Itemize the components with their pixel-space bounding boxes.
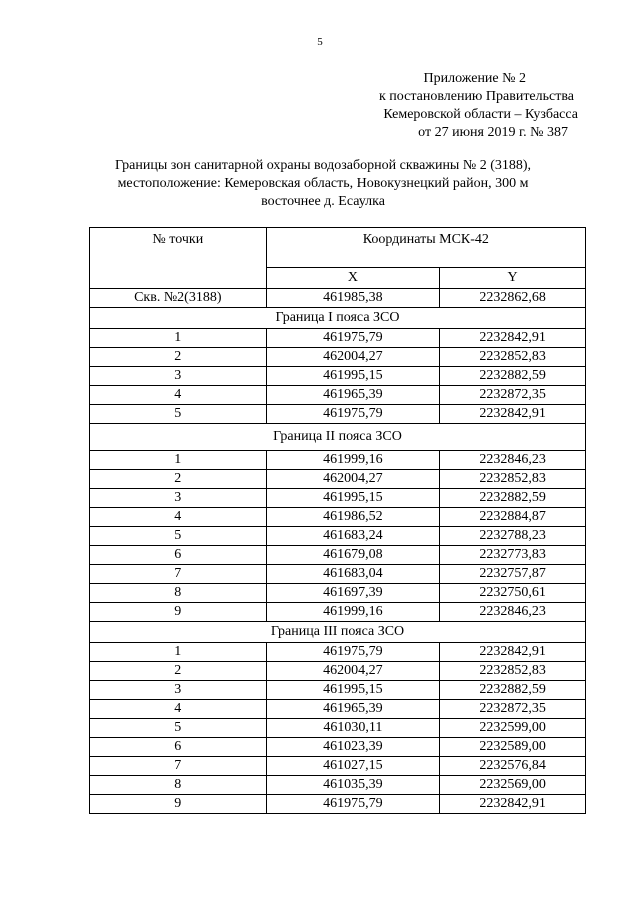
coord-y: 2232589,00 [440, 738, 586, 757]
coord-x: 461975,79 [266, 795, 440, 814]
coord-x: 461030,11 [266, 719, 440, 738]
well-y: 2232862,68 [440, 289, 586, 308]
coord-y: 2232842,91 [440, 329, 586, 348]
header-point-number: № точки [90, 228, 267, 289]
point-number: 1 [90, 329, 267, 348]
well-row [90, 289, 586, 308]
coord-x: 461027,15 [266, 757, 440, 776]
coord-y: 2232884,87 [440, 508, 586, 527]
coord-y: 2232599,00 [440, 719, 586, 738]
appendix-line: от 27 июня 2019 г. № 387 [418, 125, 568, 140]
point-number: 7 [90, 757, 267, 776]
coord-x: 461986,52 [266, 508, 440, 527]
coord-y: 2232872,35 [440, 700, 586, 719]
point-number: 2 [90, 662, 267, 681]
point-number: 9 [90, 795, 267, 814]
coord-x: 461683,24 [266, 527, 440, 546]
appendix-header [379, 70, 578, 142]
header-y: Y [440, 268, 586, 289]
well-label: Скв. №2(3188) [90, 289, 267, 308]
point-number: 9 [90, 603, 267, 622]
point-number: 3 [90, 489, 267, 508]
appendix-line: Приложение № 2 [423, 71, 526, 86]
coord-x: 461975,79 [266, 329, 440, 348]
zone-header-row [90, 424, 586, 451]
header-x: X [266, 268, 440, 289]
coord-y: 2232576,84 [440, 757, 586, 776]
zone-title: Граница II пояса ЗСО [90, 424, 586, 451]
table-row [90, 795, 586, 814]
point-number: 3 [90, 681, 267, 700]
coord-y: 2232773,83 [440, 546, 586, 565]
table-row [90, 329, 586, 348]
zone-header-row [90, 622, 586, 643]
point-number: 5 [90, 405, 267, 424]
coord-y: 2232852,83 [440, 348, 586, 367]
table-row [90, 489, 586, 508]
coord-x: 461679,08 [266, 546, 440, 565]
point-number: 5 [90, 527, 267, 546]
title-line: восточнее д. Есаулка [261, 194, 385, 209]
coord-y: 2232882,59 [440, 489, 586, 508]
table-row [90, 719, 586, 738]
coord-y: 2232846,23 [440, 451, 586, 470]
coord-y: 2232882,59 [440, 681, 586, 700]
coord-x: 461965,39 [266, 700, 440, 719]
coord-x: 461995,15 [266, 367, 440, 386]
table-row [90, 643, 586, 662]
coord-y: 2232569,00 [440, 776, 586, 795]
coord-y: 2232842,91 [440, 795, 586, 814]
coord-y: 2232852,83 [440, 662, 586, 681]
table-row [90, 757, 586, 776]
table-row [90, 405, 586, 424]
zone-title: Граница I пояса ЗСО [90, 308, 586, 329]
coord-y: 2232872,35 [440, 386, 586, 405]
table-row [90, 508, 586, 527]
table-row [90, 470, 586, 489]
table-row [90, 662, 586, 681]
title-line: Границы зон санитарной охраны водозаборной скважины № 2 (3188), [114, 158, 532, 173]
point-number: 3 [90, 367, 267, 386]
coordinates-table [89, 227, 586, 814]
table-row [90, 546, 586, 565]
coord-y: 2232750,61 [440, 584, 586, 603]
table-header-row [90, 228, 586, 268]
coord-x: 461999,16 [266, 603, 440, 622]
point-number: 4 [90, 386, 267, 405]
point-number: 8 [90, 776, 267, 795]
coord-x: 462004,27 [266, 470, 440, 489]
title-line: местоположение: Кемеровская область, Новокузнецкий район, 300 м [117, 176, 529, 191]
coord-x: 461975,79 [266, 643, 440, 662]
well-x: 461985,38 [266, 289, 440, 308]
zone-title: Граница III пояса ЗСО [90, 622, 586, 643]
table-row [90, 348, 586, 367]
point-number: 2 [90, 470, 267, 489]
coord-x: 461999,16 [266, 451, 440, 470]
coord-y: 2232788,23 [440, 527, 586, 546]
point-number: 4 [90, 508, 267, 527]
coord-y: 2232846,23 [440, 603, 586, 622]
table-row [90, 367, 586, 386]
coord-x: 461697,39 [266, 584, 440, 603]
table-row [90, 700, 586, 719]
header-coordinates: Координаты МСК-42 [266, 228, 585, 268]
table-row [90, 738, 586, 757]
appendix-line: к постановлению Правительства [378, 89, 574, 104]
coord-x: 461965,39 [266, 386, 440, 405]
table-row [90, 451, 586, 470]
coord-x: 461995,15 [266, 489, 440, 508]
point-number: 5 [90, 719, 267, 738]
coord-x: 461035,39 [266, 776, 440, 795]
document-title [88, 157, 558, 211]
coord-y: 2232757,87 [440, 565, 586, 584]
coord-x: 461023,39 [266, 738, 440, 757]
coord-y: 2232882,59 [440, 367, 586, 386]
table-row [90, 527, 586, 546]
coord-x: 461975,79 [266, 405, 440, 424]
point-number: 2 [90, 348, 267, 367]
point-number: 7 [90, 565, 267, 584]
point-number: 6 [90, 546, 267, 565]
table-row [90, 681, 586, 700]
table-row [90, 584, 586, 603]
coord-x: 462004,27 [266, 348, 440, 367]
point-number: 6 [90, 738, 267, 757]
coord-x: 461683,04 [266, 565, 440, 584]
table-row [90, 776, 586, 795]
zone-header-row [90, 308, 586, 329]
table-row [90, 386, 586, 405]
point-number: 1 [90, 451, 267, 470]
table-row [90, 565, 586, 584]
coord-x: 461995,15 [266, 681, 440, 700]
coord-x: 462004,27 [266, 662, 440, 681]
point-number: 1 [90, 643, 267, 662]
point-number: 8 [90, 584, 267, 603]
coord-y: 2232842,91 [440, 405, 586, 424]
page-number: 5 [317, 36, 323, 48]
appendix-line: Кемеровской области – Кузбасса [383, 107, 578, 122]
coord-y: 2232852,83 [440, 470, 586, 489]
point-number: 4 [90, 700, 267, 719]
coord-y: 2232842,91 [440, 643, 586, 662]
table-row [90, 603, 586, 622]
